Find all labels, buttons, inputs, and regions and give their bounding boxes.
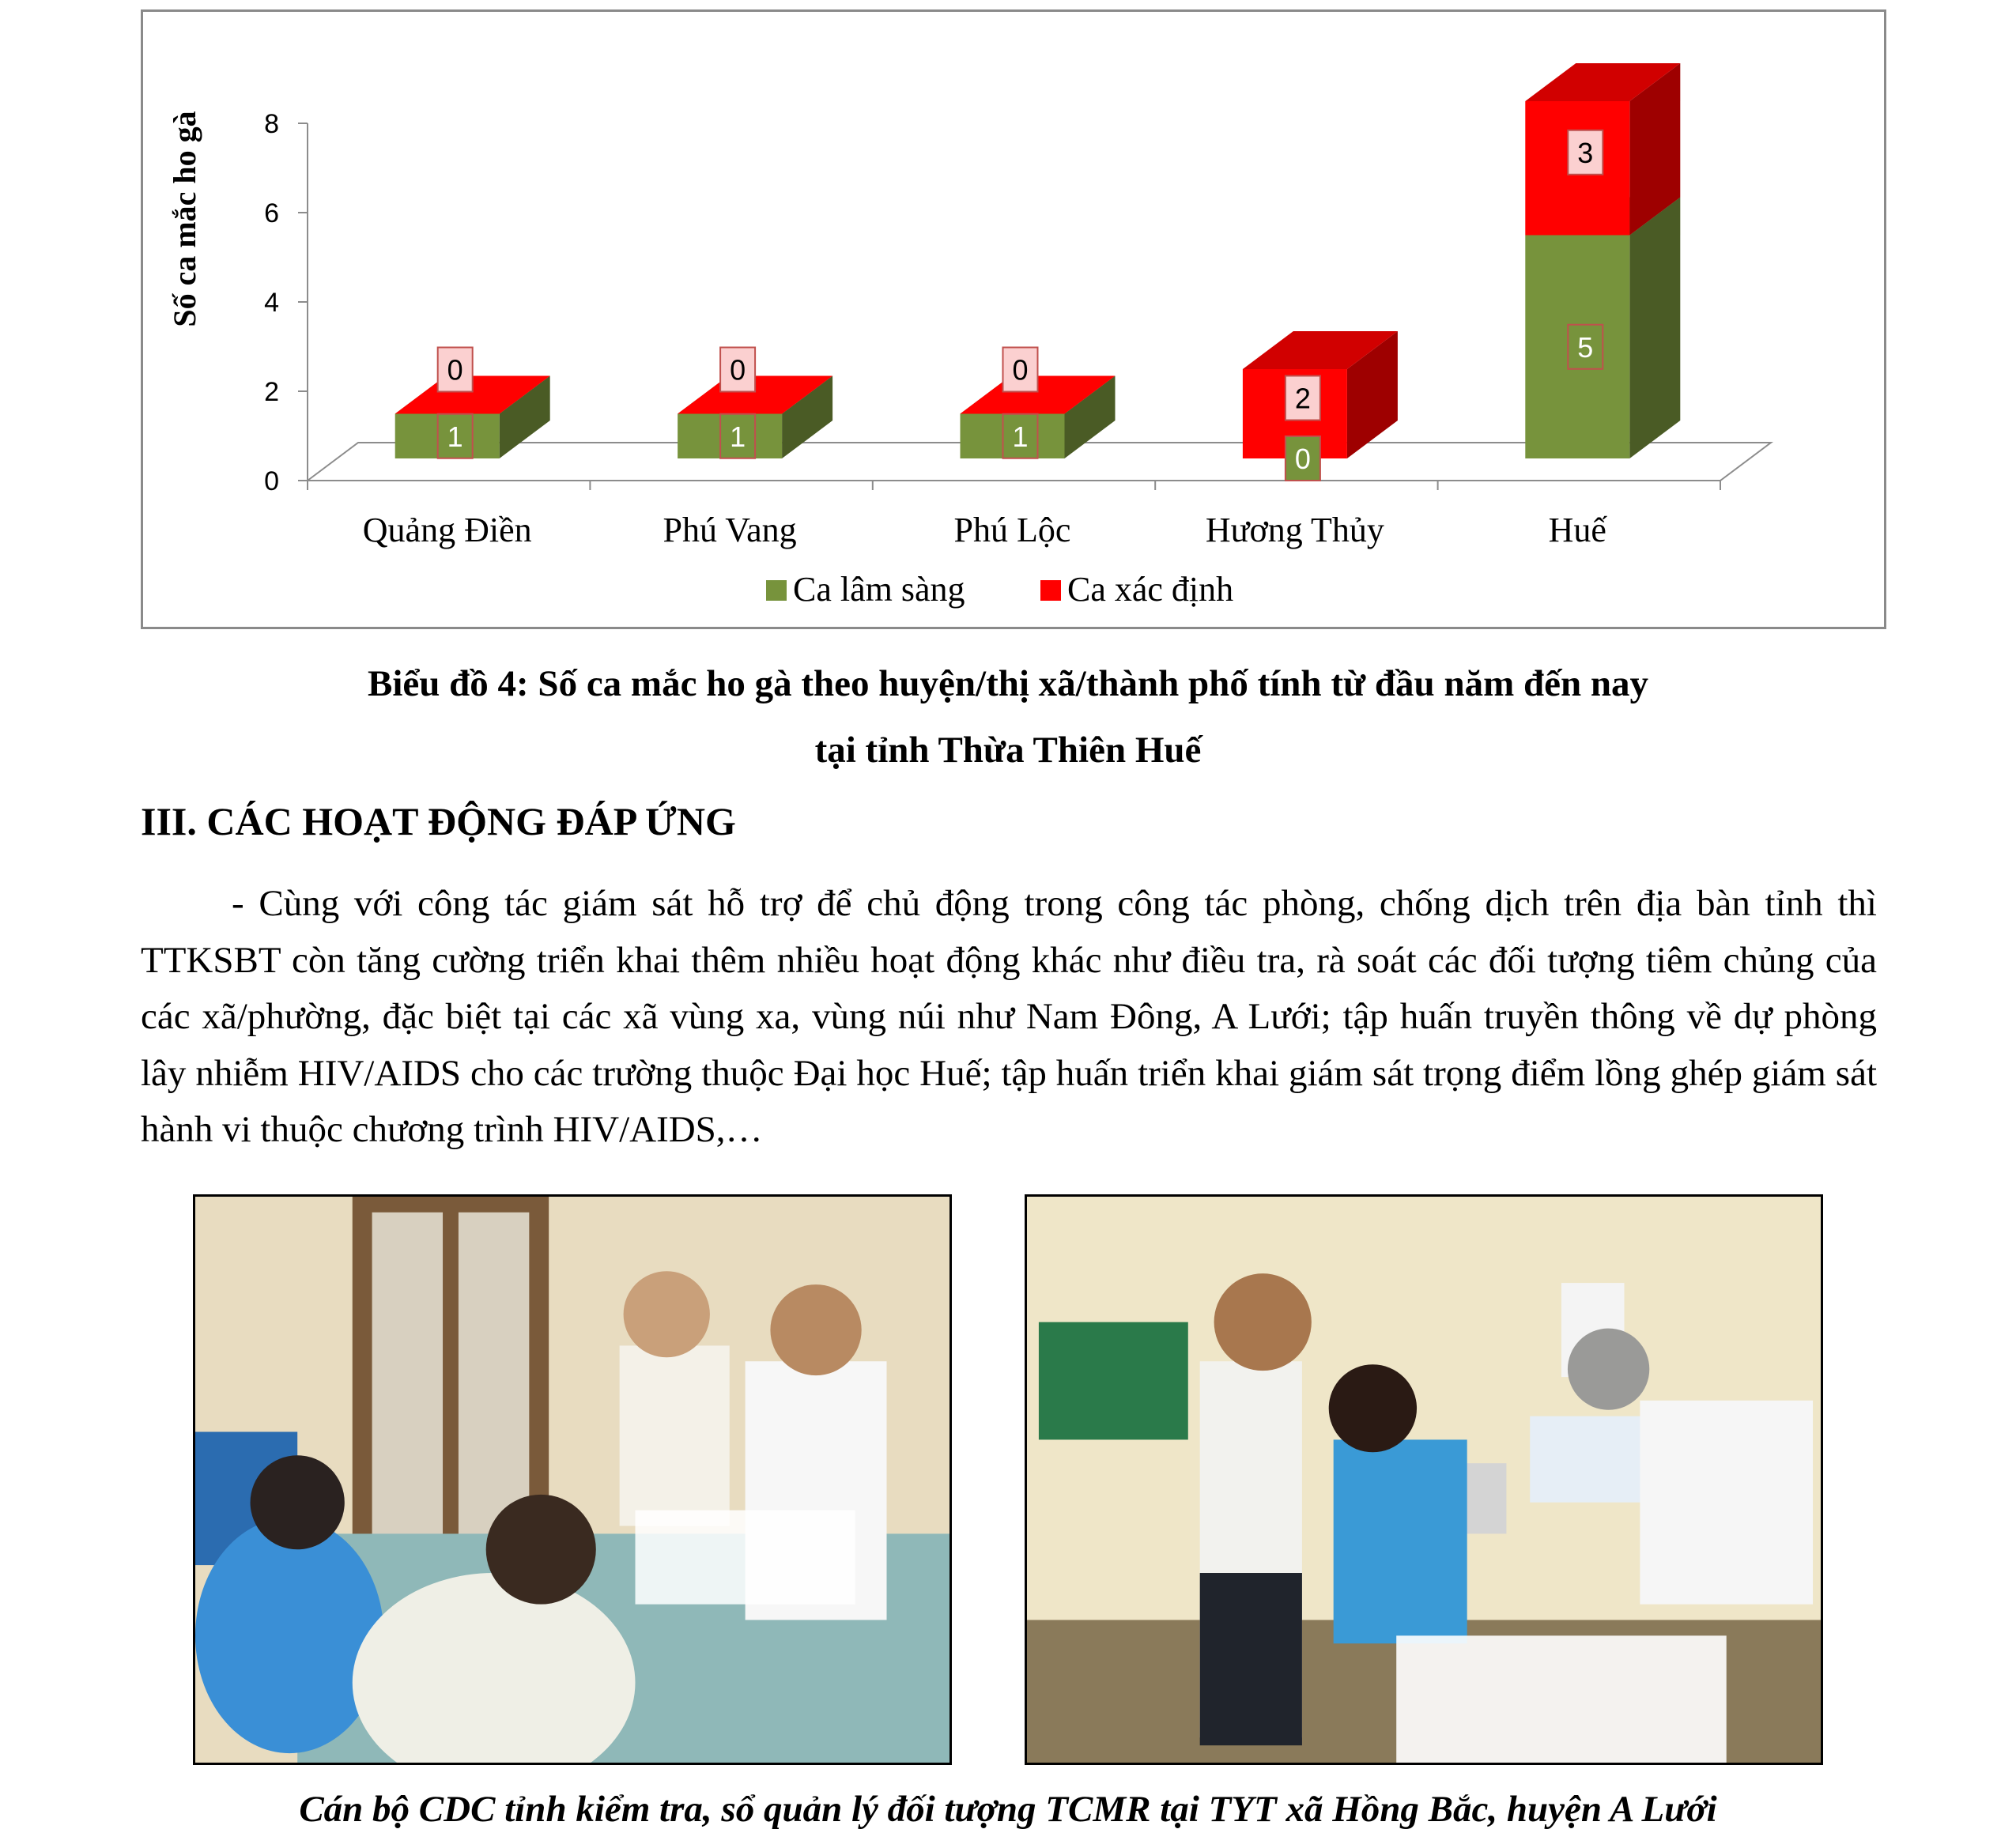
legend-swatch	[1040, 580, 1061, 601]
y-axis-label: Số ca mắc ho gà	[167, 111, 202, 327]
data-label-ca-xac-dinh: 0	[1012, 353, 1029, 387]
photo-caption: Cán bộ CDC tỉnh kiểm tra, sổ quản lý đối tượng TCMR tại TYT xã Hồng Bắc, huyện A Lưới	[299, 1789, 1717, 1830]
data-label-ca-lam-sang: 1	[447, 420, 463, 453]
body-paragraph	[141, 876, 1877, 1159]
y-tick-label: 4	[264, 288, 279, 318]
data-label-ca-lam-sang: 0	[1294, 443, 1311, 475]
x-tick-label: Phú Lộc	[953, 511, 1071, 549]
figure-caption-line2: tại tỉnh Thừa Thiên Huế	[814, 730, 1202, 771]
data-label-ca-lam-sang: 1	[730, 420, 746, 453]
data-label-ca-xac-dinh: 0	[447, 353, 463, 387]
data-label-ca-xac-dinh: 3	[1577, 136, 1594, 169]
figure-caption-line1: Biểu đồ 4: Số ca mắc ho gà theo huyện/thị xã/thành phố tính từ đầu năm đến nay	[367, 663, 1649, 704]
data-label-ca-lam-sang: 5	[1577, 330, 1594, 364]
data-label-ca-lam-sang: 1	[1012, 420, 1029, 453]
photo-left	[193, 1194, 952, 1765]
chart-frame	[141, 9, 1886, 629]
data-label-ca-xac-dinh: 0	[730, 353, 746, 387]
y-tick-label: 0	[264, 466, 279, 496]
paragraph-text: - Cùng với công tác giám sát hỗ trợ để chủ động trong công tác phòng, chống dịch trên địa bàn tỉnh thì TTKSBT còn tăng cường triển khai thêm nhiều hoạt động khác như điều tra, rà soát các đối tượng tiêm chủng của các xã/phường, đặc biệt tại các xã vùng xa, vùng núi như Nam Đông, A Lưới; tập huấn truyền thông về dự phòng lây nhiễm HIV/AIDS cho các trường thuộc Đại học Huế; tập huấn triển khai giám sát trọng điểm lồng ghép giám sát hành vi thuộc chương trình HIV/AIDS,…	[141, 883, 1877, 1150]
y-tick-label: 6	[264, 198, 279, 228]
bar-ca-lam-sang-side	[1629, 198, 1680, 459]
photo-right	[1025, 1194, 1823, 1765]
section-heading: III. CÁC HOẠT ĐỘNG ĐÁP ỨNG	[141, 799, 736, 843]
data-label-ca-xac-dinh: 2	[1294, 382, 1311, 415]
photo-office-computer-icon	[1027, 1197, 1821, 1763]
x-tick-label: Hương Thủy	[1205, 511, 1384, 549]
y-tick-label: 2	[264, 377, 279, 407]
x-tick-label: Quảng Điền	[362, 511, 532, 549]
legend-label: Ca xác định	[1067, 570, 1234, 609]
y-tick-label: 8	[264, 109, 279, 139]
legend-label: Ca lâm sàng	[793, 570, 965, 609]
x-tick-label: Huế	[1548, 511, 1606, 549]
x-tick-label: Phú Vang	[663, 511, 797, 549]
pertussis-chart	[143, 12, 1884, 627]
legend-swatch	[766, 580, 787, 601]
photo-office-inspection-icon	[195, 1197, 949, 1763]
